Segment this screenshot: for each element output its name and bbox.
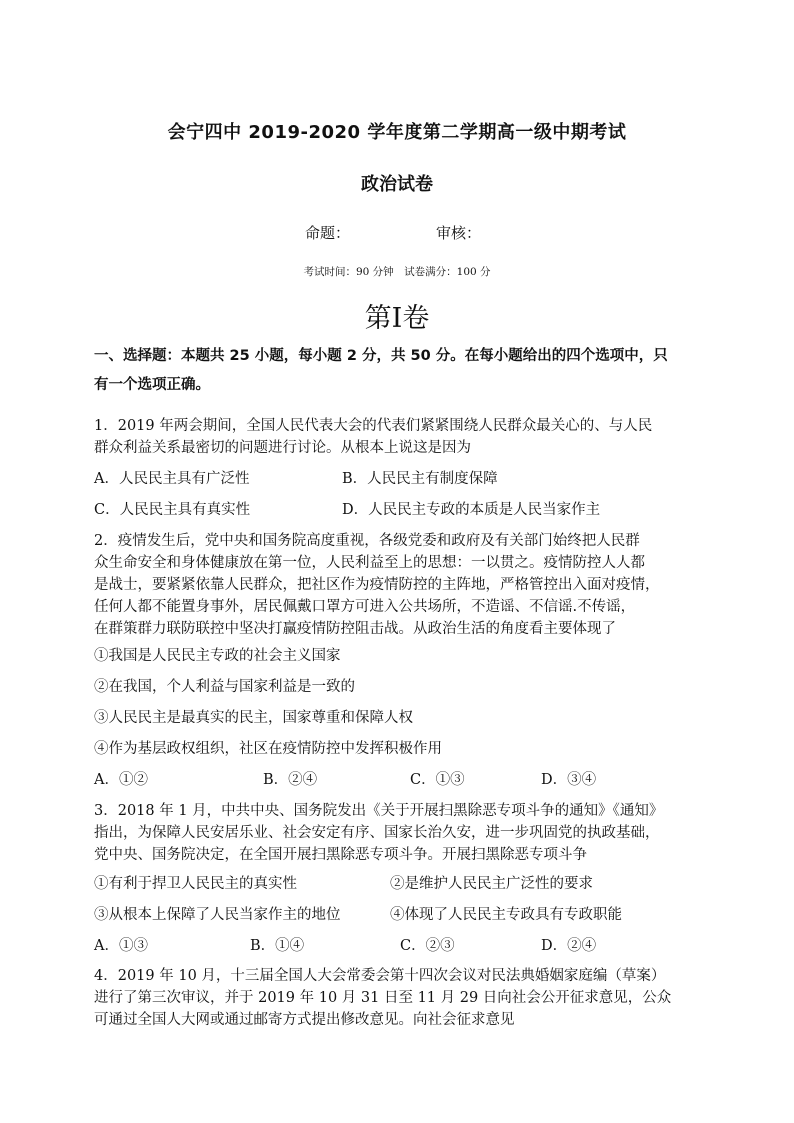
q2-statement-1: ①我国是人民民主专政的社会主义国家 [94,648,341,664]
q2-stem-line-5: 在群策群力联防联控中坚决打赢疫情防控阻击战。从政治生活的角度看主要体现了 [94,621,616,637]
q3-option-b: B．①④ [250,938,305,954]
q2-statement-4: ④作为基层政权组织，社区在疫情防控中发挥积极作用 [94,741,442,757]
q3-option-c: C．②③ [400,938,455,954]
q3-statement-3: ③从根本上保障了人民当家作主的地位 [94,907,341,923]
paper-subtitle: 政治试卷 [361,174,433,195]
q4-stem-line-2: 进行了第三次审议，并于 2019 年 10 月 31 日至 11 月 29 日向社会公开征求意见，公众 [94,990,672,1006]
exam-info: 考试时间：90 分钟 试卷满分：100 分 [303,266,491,278]
q2-stem-line-4: 任何人都不能置身事外，居民佩戴口罩方可进入公共场所，不造谣、不信谣.不传谣， [94,599,636,615]
q1-option-d: D．人民民主专政的本质是人民当家作主 [342,502,601,518]
q1-stem-line-1: 1．2019 年两会期间，全国人民代表大会的代表们紧紧围绕人民群众最关心的、与人民 [94,418,653,434]
q2-stem-line-2: 众生命安全和身体健康放在第一位，人民利益至上的思想：一以贯之。疫情防控人人都 [94,555,645,571]
q2-option-a: A．①② [94,772,148,788]
q2-option-b: B．②④ [263,772,318,788]
q2-statement-2: ②在我国，个人利益与国家利益是一致的 [94,679,355,695]
q1-stem-line-2: 群众利益关系最密切的问题进行讨论。从根本上说这是因为 [94,440,471,456]
q1-option-a: A．人民民主具有广泛性 [94,471,250,487]
q1-option-c: C．人民民主具有真实性 [94,502,251,518]
q2-statement-3: ③人民民主是最真实的民主，国家尊重和保障人权 [94,710,413,726]
q2-stem-line-3: 是战士，要紧紧依靠人民群众，把社区作为疫情防控的主阵地，严格管控出入面对疫情， [94,577,660,593]
q3-statement-4: ④体现了人民民主专政具有专政职能 [390,907,622,923]
q2-option-c: C．①③ [410,772,465,788]
setter-label: 命题： [305,224,351,242]
q3-stem-line-2: 指出，为保障人民安居乐业、社会安定有序、国家长治久安，进一步巩固党的执政基础， [94,825,660,841]
section-instruction-line-1: 一、选择题：本题共 25 小题，每小题 2 分，共 50 分。在每小题给出的四个选项中，只 [94,348,668,364]
exam-title: 会宁四中 2019-2020 学年度第二学期高一级中期考试 [167,122,627,143]
volume-heading: 第Ⅰ卷 [364,303,430,334]
q3-statement-1: ①有利于捍卫人民民主的真实性 [94,876,297,892]
q2-option-d: D．③④ [541,772,597,788]
q2-stem-line-1: 2．疫情发生后，党中央和国务院高度重视，各级党委和政府及有关部门始终把人民群 [94,533,640,549]
q3-statement-2: ②是维护人民民主广泛性的要求 [390,876,593,892]
q3-option-a: A．①③ [94,938,148,954]
q3-stem-line-3: 党中央、国务院决定，在全国开展扫黑除恶专项斗争。开展扫黑除恶专项斗争 [94,847,587,863]
q3-stem-line-1: 3．2018 年 1 月，中共中央、国务院发出《关于开展扫黑除恶专项斗争的通知》《通知》 [94,803,664,819]
q4-stem-line-1: 4．2019 年 10 月，十三届全国人大会常委会第十四次会议对民法典婚姻家庭编（草案） [94,968,666,984]
section-instruction-line-2: 有一个选项正确。 [94,377,210,393]
q4-stem-line-3: 可通过全国人大网或通过邮寄方式提出修改意见。向社会征求意见 [94,1012,515,1028]
q3-option-d: D．②④ [541,938,597,954]
reviewer-label: 审核： [436,224,482,242]
q1-option-b: B．人民民主有制度保障 [342,471,498,487]
